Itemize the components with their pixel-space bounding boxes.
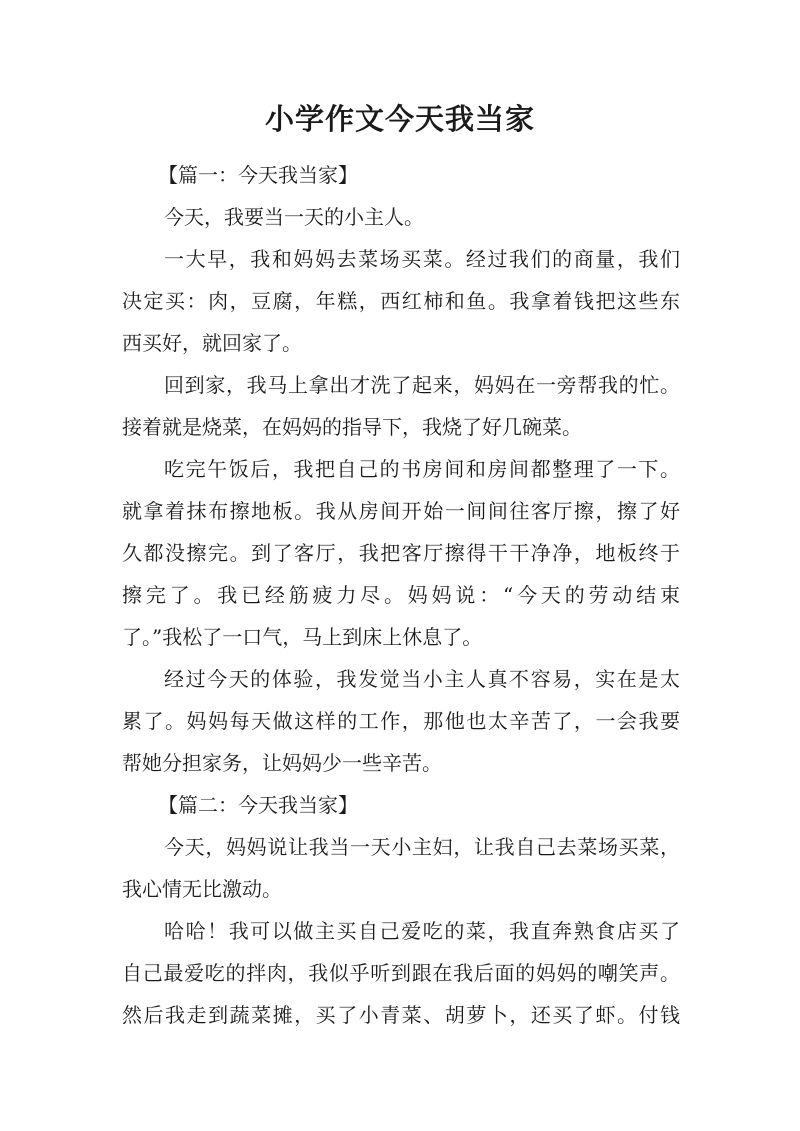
paragraph-line: 然后我走到蔬菜摊，买了小青菜、胡萝卜，还买了虾。付钱 bbox=[122, 1003, 680, 1027]
paragraph-line: 自己最爱吃的拌肉，我似乎听到跟在我后面的妈妈的嘲笑声。 bbox=[122, 961, 680, 985]
paragraph-line: 西买好，就回家了。 bbox=[122, 331, 302, 355]
paragraph-line: 接着就是烧菜，在妈妈的指导下，我烧了好几碗菜。 bbox=[122, 415, 582, 439]
section-heading: 【篇一：今天我当家】 bbox=[158, 163, 358, 187]
paragraph-line: 久都没擦完。到了客厅，我把客厅擦得干干净净，地板终于 bbox=[122, 541, 680, 565]
paragraph-line: 决定买：肉，豆腐，年糕，西红柿和鱼。我拿着钱把这些东 bbox=[122, 289, 680, 313]
paragraph-line: 今天，妈妈说让我当一天小主妇，让我自己去菜场买菜， bbox=[164, 835, 680, 859]
paragraph-line: 今天，我要当一天的小主人。 bbox=[164, 205, 424, 229]
paragraph-line: 就拿着抹布擦地板。我从房间开始一间间往客厅擦，擦了好 bbox=[122, 499, 680, 523]
paragraph-line: 一大早，我和妈妈去菜场买菜。经过我们的商量，我们 bbox=[164, 247, 680, 271]
paragraph-line: 擦完了。我已经筋疲力尽。妈妈说：“今天的劳动结束 bbox=[122, 583, 680, 607]
paragraph-line: 哈哈！我可以做主买自己爱吃的菜，我直奔熟食店买了 bbox=[164, 919, 680, 943]
section-heading: 【篇二：今天我当家】 bbox=[158, 793, 358, 817]
paragraph-line: 累了。妈妈每天做这样的工作，那他也太辛苦了，一会我要 bbox=[122, 709, 680, 733]
paragraph-line: 经过今天的体验，我发觉当小主人真不容易，实在是太 bbox=[164, 667, 680, 691]
paragraph-line: 回到家，我马上拿出才洗了起来，妈妈在一旁帮我的忙。 bbox=[164, 373, 680, 397]
paragraph-line: 帮她分担家务，让妈妈少一些辛苦。 bbox=[122, 751, 442, 775]
document-title: 小学作文今天我当家 bbox=[264, 102, 535, 136]
paragraph-line: 我心情无比激动。 bbox=[122, 877, 282, 901]
paragraph-line: 了。”我松了一口气，马上到床上休息了。 bbox=[122, 625, 483, 649]
paragraph-line: 吃完午饭后，我把自己的书房间和房间都整理了一下。 bbox=[164, 457, 680, 481]
